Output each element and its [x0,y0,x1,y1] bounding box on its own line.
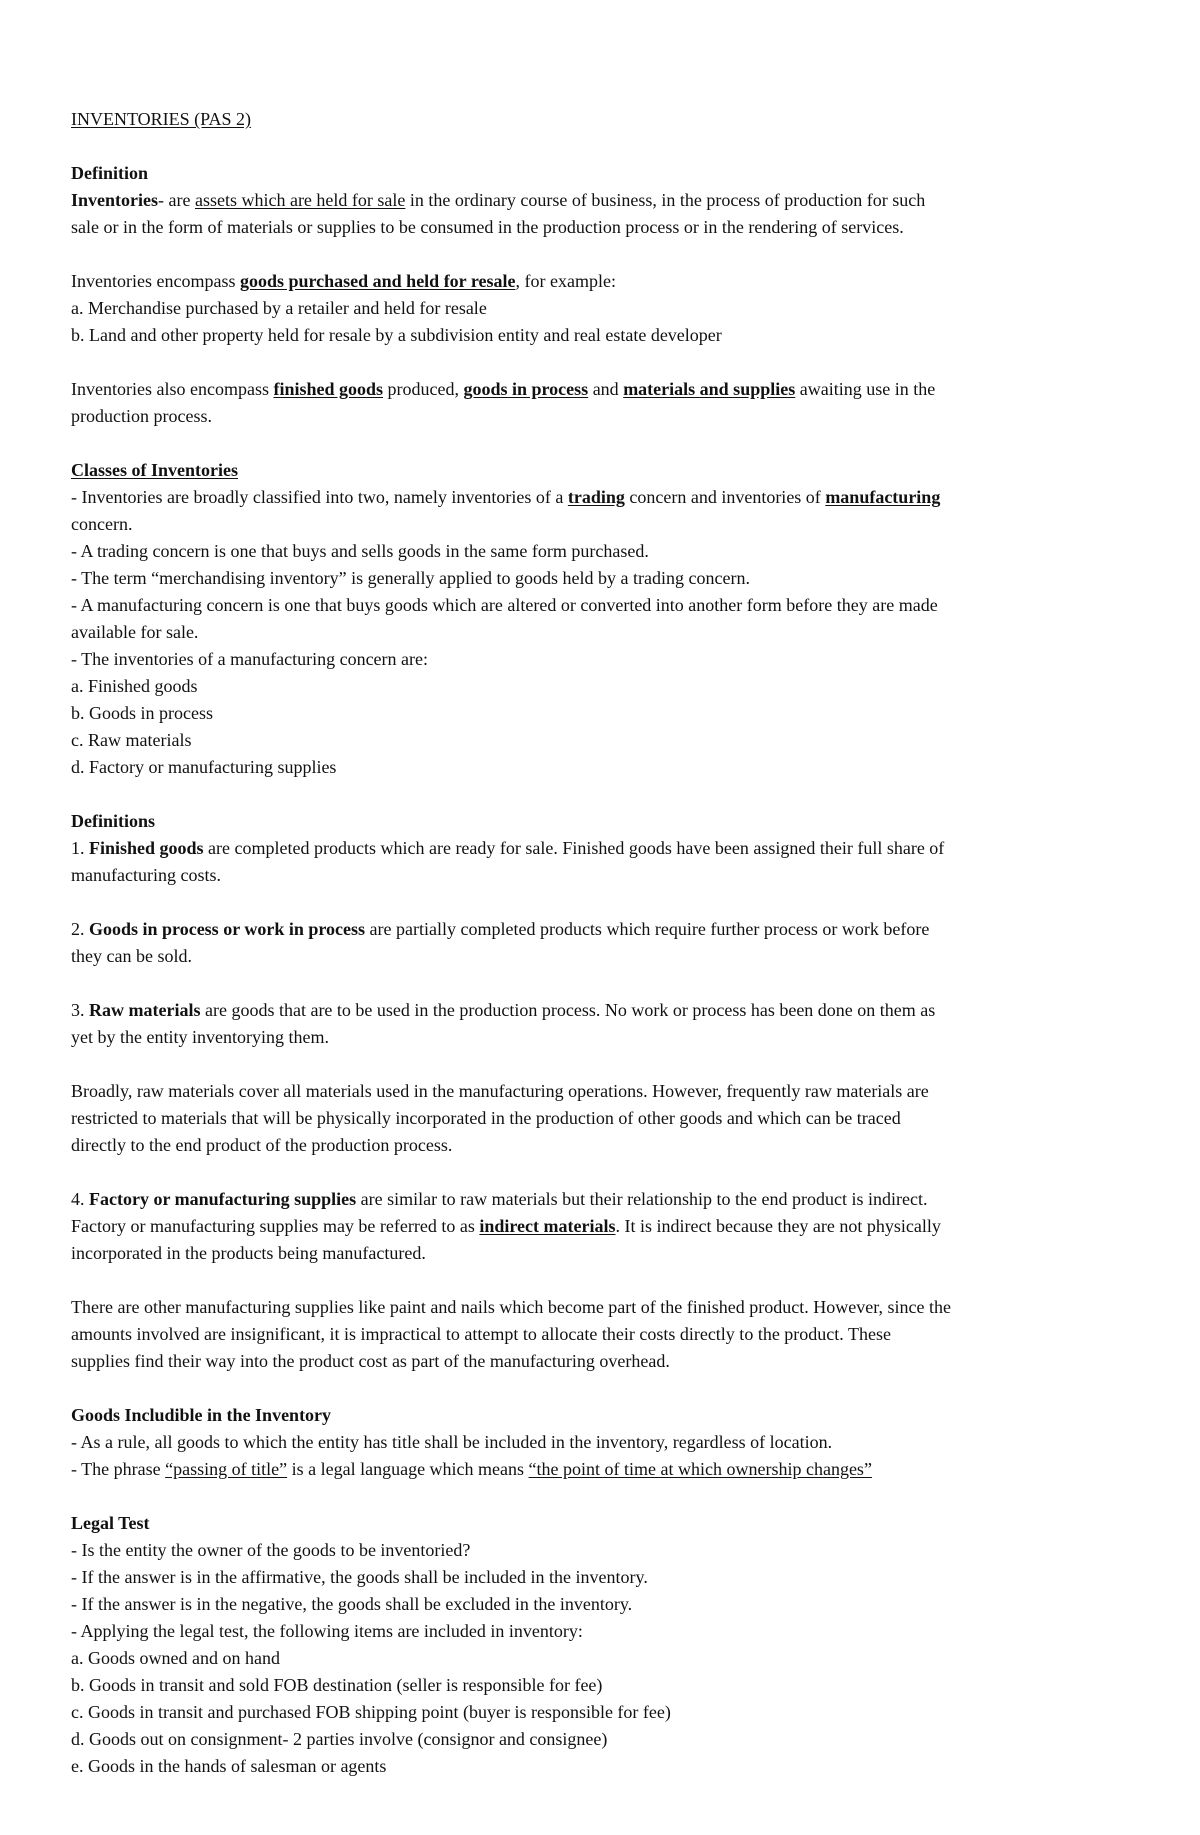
definitions-heading: Definitions [71,811,156,831]
includible-line-2 [71,1456,1130,1483]
includible-text-a: - The phrase [71,1459,166,1479]
encompass-item: b. Land and other property held for resale by a subdivision entity and real estate developer [71,325,722,345]
definition-2-line-1 [71,916,1130,943]
also-encompass-mid-2: and [588,379,624,399]
definition-3-number: 3. [71,1000,89,1020]
trading-emphasis: trading [567,487,625,507]
encompass-paragraph [71,268,1130,295]
legal-test-item: c. Goods in transit and purchased FOB shipping point (buyer is responsible for fee) [71,1702,671,1722]
classes-item: d. Factory or manufacturing supplies [71,757,337,777]
definition-4-text-a: Factory or manufacturing supplies may be referred to as [71,1216,480,1236]
legal-test-item: e. Goods in the hands of salesman or agents [71,1756,387,1776]
classes-line-1 [71,484,1130,511]
definition-1-term: Finished goods [89,838,204,858]
classes-line-5: - The inventories of a manufacturing concern are: [71,649,429,669]
other-supplies-line-1: There are other manufacturing supplies like paint and nails which become part of the finished product. However, since the [71,1297,951,1317]
other-supplies-line-3: supplies find their way into the product cost as part of the manufacturing overhead. [71,1351,670,1371]
definition-4-term: Factory or manufacturing supplies [89,1189,357,1209]
definition-paragraph-line-1 [71,187,1130,214]
definition-1-line-2: manufacturing costs. [71,865,221,885]
classes-heading [71,457,1130,484]
encompass-item: a. Merchandise purchased by a retailer and held for resale [71,298,487,318]
classes-text-a: - Inventories are broadly classified into two, namely inventories of a [71,487,568,507]
legal-test-line: - Is the entity the owner of the goods to be inventoried? [71,1540,471,1560]
classes-line-4: - A manufacturing concern is one that buys goods which are altered or converted into another form before they are made [71,595,938,615]
indirect-materials-emphasis: indirect materials [479,1216,616,1236]
classes-line-3: - The term “merchandising inventory” is generally applied to goods held by a trading concern. [71,568,750,588]
legal-test-item: a. Goods owned and on hand [71,1648,280,1668]
includible-heading: Goods Includible in the Inventory [71,1405,332,1425]
definition-3-term: Raw materials [89,1000,201,1020]
also-encompass-line-2: production process. [71,406,212,426]
ownership-changes-phrase: “the point of time at which ownership changes” [528,1459,872,1479]
classes-heading-text: Classes of Inventories [71,460,238,480]
legal-test-line: - If the answer is in the negative, the goods shall be excluded in the inventory. [71,1594,633,1614]
manufacturing-emphasis: manufacturing [825,487,941,507]
definition-1-number: 1. [71,838,89,858]
classes-text-b: concern and inventories of [624,487,826,507]
definition-3-line-2: yet by the entity inventorying them. [71,1027,329,1047]
classes-item: a. Finished goods [71,676,198,696]
legal-test-line: - If the answer is in the affirmative, the goods shall be included in the inventory. [71,1567,648,1587]
definition-2-line-2: they can be sold. [71,946,192,966]
definition-4-line-1 [71,1186,1130,1213]
definition-2-text: are partially completed products which require further process or work before [365,919,930,939]
legal-test-item: d. Goods out on consignment- 2 parties involve (consignor and consignee) [71,1729,608,1749]
other-supplies-line-2: amounts involved are insignificant, it is impractical to attempt to allocate their costs directly to the product. These [71,1324,891,1344]
classes-item: b. Goods in process [71,703,213,723]
finished-goods-emphasis: finished goods [273,379,383,399]
passing-of-title-phrase: “passing of title” [165,1459,288,1479]
includible-line-1: - As a rule, all goods to which the entity has title shall be included in the inventory, regardless of location. [71,1432,833,1452]
encompass-lead: Inventories encompass [71,271,240,291]
definition-heading: Definition [71,163,149,183]
definition-underlined: assets which are held for sale [194,190,406,210]
classes-line-2: - A trading concern is one that buys and sells goods in the same form purchased. [71,541,649,561]
legal-test-heading: Legal Test [71,1513,150,1533]
also-encompass-line-1 [71,376,1130,403]
definition-2-number: 2. [71,919,89,939]
encompass-tail: , for example: [515,271,616,291]
classes-line-4-cont: available for sale. [71,622,199,642]
definition-4-text-b: . It is indirect because they are not physically [615,1216,941,1236]
title-text: INVENTORIES (PAS 2) [71,109,252,129]
broadly-line-3: directly to the end product of the production process. [71,1135,453,1155]
definition-4-line-2 [71,1213,1130,1240]
includible-text-b: is a legal language which means [287,1459,529,1479]
broadly-line-2: restricted to materials that will be physically incorporated in the production of other goods and which can be traced [71,1108,901,1128]
definition-1-text: are completed products which are ready for sale. Finished goods have been assigned their full share of [203,838,945,858]
legal-test-item: b. Goods in transit and sold FOB destination (seller is responsible for fee) [71,1675,603,1695]
definition-1-line-1 [71,835,1130,862]
definition-paragraph-line-2: sale or in the form of materials or supplies to be consumed in the production process or in the rendering of services. [71,217,904,237]
definition-4-text: are similar to raw materials but their relationship to the end product is indirect. [356,1189,928,1209]
definition-text-b: in the ordinary course of business, in the process of production for such [405,190,926,210]
legal-test-line: - Applying the legal test, the following items are included in inventory: [71,1621,583,1641]
definition-term: Inventories [71,190,158,210]
goods-in-process-emphasis: goods in process [463,379,589,399]
document-title [71,106,1130,133]
also-encompass-lead: Inventories also encompass [71,379,274,399]
definition-4-number: 4. [71,1189,89,1209]
also-encompass-tail: awaiting use in the [795,379,936,399]
encompass-emphasis: goods purchased and held for resale [239,271,516,291]
definition-3-text: are goods that are to be used in the production process. No work or process has been done on them as [200,1000,936,1020]
definition-2-term: Goods in process or work in process [89,919,366,939]
materials-supplies-emphasis: materials and supplies [623,379,796,399]
classes-item: c. Raw materials [71,730,192,750]
classes-line-1-cont: concern. [71,514,133,534]
definition-text-a: - are [158,190,195,210]
also-encompass-mid-1: produced, [383,379,464,399]
definition-3-line-1 [71,997,1130,1024]
broadly-line-1: Broadly, raw materials cover all materials used in the manufacturing operations. However, frequently raw materials are [71,1081,929,1101]
definition-4-line-3: incorporated in the products being manufactured. [71,1243,426,1263]
